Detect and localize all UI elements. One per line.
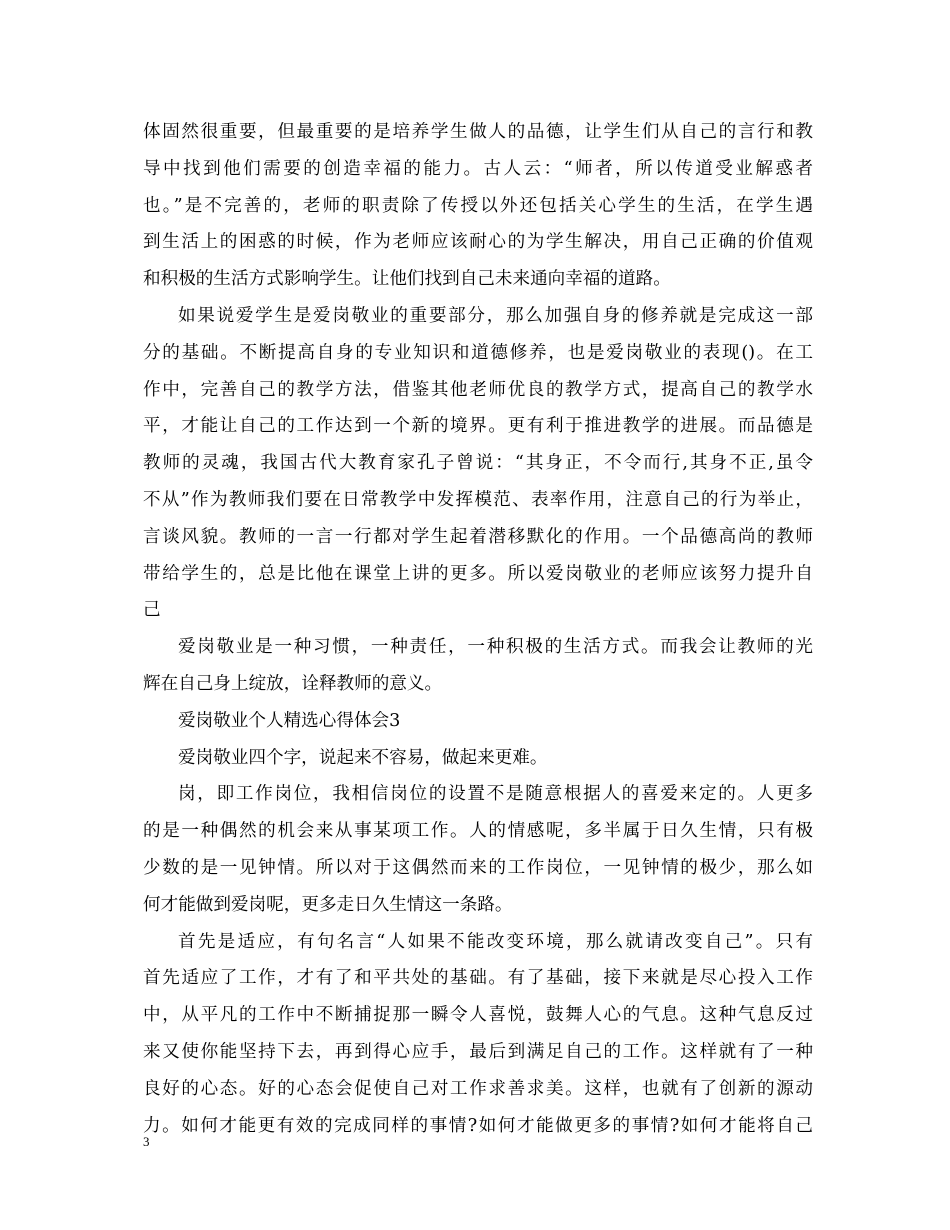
- text-line: 来又使你能坚持下去，再到得心应手，最后到满足自己的工作。这样就有了一种: [143, 1041, 813, 1062]
- text-line: 少数的是一见钟情。所以对于这偶然而来的工作岗位，一见钟情的极少，那么如: [143, 857, 813, 878]
- text-line: 首先适应了工作，才有了和平共处的基础。有了基础，接下来就是尽心投入工作: [143, 968, 813, 989]
- text-line: 也。”是不完善的，老师的职责除了传授以外还包括关心学生的生活，在学生遇: [143, 195, 813, 216]
- text-line: 爱岗敬业四个字，说起来不容易，做起来更难。: [178, 747, 548, 768]
- text-line: 不从”作为教师我们要在日常教学中发挥模范、表率作用，注意自己的行为举止，: [143, 489, 813, 510]
- text-line: 言谈风貌。教师的一言一行都对学生起着潜移默化的作用。一个品德高尚的教师: [143, 526, 813, 547]
- text-line: 中，从平凡的工作中不断捕捉那一瞬令人喜悦，鼓舞人心的气息。这种气息反过: [143, 1005, 813, 1026]
- text-line: 导中找到他们需要的创造幸福的能力。古人云：“师者，所以传道受业解惑者: [143, 158, 813, 179]
- text-line: 体固然很重要，但最重要的是培养学生做人的品德，让学生们从自己的言行和教: [143, 122, 813, 142]
- page-number: 3: [143, 1134, 150, 1149]
- text-line: 如果说爱学生是爱岗敬业的重要部分，那么加强自身的修养就是完成这一部: [178, 305, 813, 326]
- text-line: 和积极的生活方式影响学生。让他们找到自己未来通向幸福的道路。: [143, 269, 671, 290]
- text-line: 平，才能让自己的工作达到一个新的境界。更有利于推进教学的进展。而品德是: [143, 416, 813, 437]
- document-body: [143, 114, 813, 1144]
- text-line: 良好的心态。好的心态会促使自己对工作求善求美。这样，也就有了创新的源动: [143, 1078, 813, 1099]
- text-line: 带给学生的，总是比他在课堂上讲的更多。所以爱岗敬业的老师应该努力提升自: [143, 563, 813, 584]
- text-line: 何才能做到爱岗呢，更多走日久生情这一条路。: [143, 894, 513, 915]
- text-line: 岗，即工作岗位，我相信岗位的设置不是随意根据人的喜爱来定的。人更多: [178, 784, 813, 805]
- text-line: 力。如何才能更有效的完成同样的事情?如何才能做更多的事情?如何才能将自己: [143, 1115, 813, 1136]
- text-line: 的是一种偶然的机会来从事某项工作。人的情感呢，多半属于日久生情，只有极: [143, 821, 813, 842]
- text-line: 己: [143, 600, 161, 621]
- text-line: 爱岗敬业个人精选心得体会3: [178, 710, 401, 731]
- text-line: 爱岗敬业是一种习惯，一种责任，一种积极的生活方式。而我会让教师的光: [178, 637, 813, 658]
- text-line: 到生活上的困惑的时候，作为老师应该耐心的为学生解决，用自己正确的价值观: [143, 232, 813, 253]
- text-line: 教师的灵魂，我国古代大教育家孔子曾说：“其身正，不令而行,其身不正,虽令: [143, 453, 813, 474]
- text-line: 分的基础。不断提高自身的专业知识和道德修养，也是爱岗敬业的表现()。在工: [143, 342, 813, 363]
- text-line: 辉在自己身上绽放，诠释教师的意义。: [143, 673, 443, 694]
- text-line: 作中，完善自己的教学方法，借鉴其他老师优良的教学方式，提高自己的教学水: [143, 379, 813, 400]
- text-line: 首先是适应，有句名言“人如果不能改变环境，那么就请改变自己”。只有: [178, 931, 813, 952]
